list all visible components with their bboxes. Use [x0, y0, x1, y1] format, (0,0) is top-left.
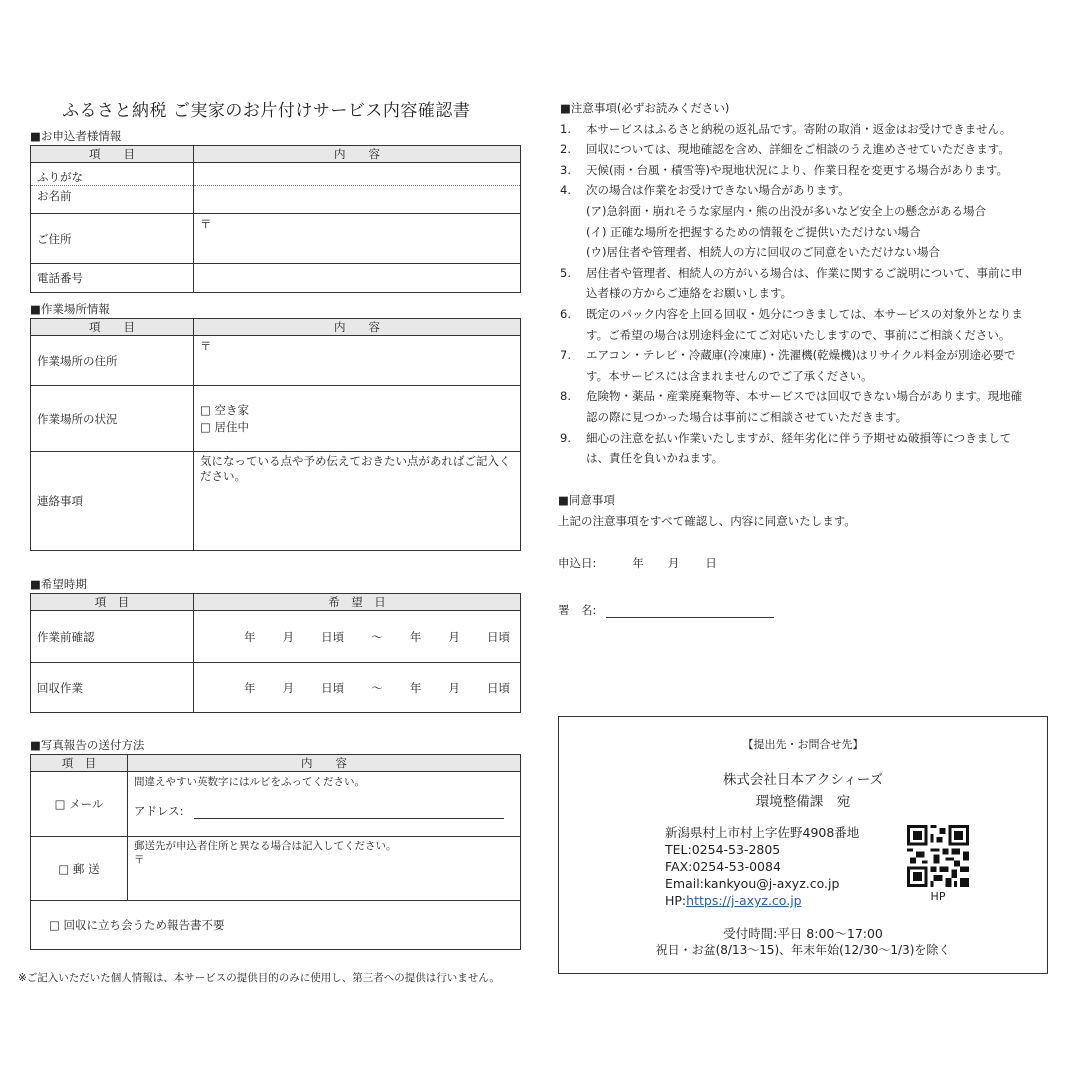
note-number: 7.	[560, 348, 571, 363]
date-year: 年	[244, 629, 256, 644]
worksite-heading: ■作業場所情報	[30, 302, 110, 316]
application-date[interactable]	[558, 555, 717, 571]
applicant-heading: ■お申込者様情報	[30, 129, 122, 143]
worksite-status-label: 作業場所の状況	[31, 386, 194, 452]
note-text: 居住者や管理者、相続人の方がいる場合は、作業に関するご説明について、事前に申	[586, 265, 1023, 280]
date-month: 月	[448, 680, 460, 695]
hp-label: HP:	[665, 893, 687, 908]
note-text: 認の際に見つかった場合は事前にご相談させていただきます。	[586, 409, 908, 424]
col-content-header: 内 容	[194, 319, 521, 336]
note-text: 天候(雨・台風・積雪等)や現地状況により、作業日程を変更する場合があります。	[586, 162, 1009, 177]
contact-notes-hint: 気になっている点や予め伝えておきたい点があればご記入ください。	[200, 454, 511, 483]
post-detail[interactable]	[128, 837, 521, 901]
note-number	[560, 325, 586, 346]
schedule-heading: ■希望時期	[30, 577, 87, 591]
note-line	[560, 448, 1060, 469]
note-line	[560, 283, 1060, 304]
signature-label: 署 名:	[558, 603, 597, 617]
note-text: す。本サービスには含まれませんのでご了承ください。	[586, 368, 873, 383]
name-input-cell[interactable]	[194, 163, 521, 214]
contact-heading: 【提出先・お問合せ先】	[742, 738, 864, 751]
note-line	[560, 180, 1060, 201]
email-detail	[128, 772, 521, 837]
note-number: 1.	[560, 121, 571, 136]
name-label-cell	[31, 163, 194, 214]
note-line	[560, 386, 1060, 407]
note-line	[560, 325, 1060, 346]
note-line	[560, 139, 1060, 160]
note-number: 2.	[560, 142, 571, 157]
note-text: 危険物・薬品・産業廃棄物等、本サービスでは回収できない場合があります。現地確	[586, 389, 1023, 404]
business-hours: 受付時間:平日 8:00～17:00	[723, 926, 883, 941]
note-line	[560, 222, 1060, 243]
col-item-header: 項 目	[31, 319, 194, 336]
worksite-status-options	[194, 386, 521, 452]
company-address: 新潟県村上市村上字佐野4908番地	[665, 825, 860, 840]
photo-heading: ■写真報告の送付方法	[30, 738, 145, 752]
pre-check-dates[interactable]	[194, 611, 521, 663]
col-content-header: 希 望 日	[194, 594, 521, 611]
col-content-header: 内 容	[128, 755, 521, 772]
company-name: 株式会社日本アクシィーズ	[722, 772, 884, 788]
email-address-input[interactable]	[194, 804, 504, 819]
address-label: ご住所	[31, 214, 194, 264]
pre-check-label: 作業前確認	[31, 611, 194, 663]
note-number	[560, 448, 586, 469]
note-text: 細心の注意を払い作業いたしますが、経年劣化に伴う予期せぬ破損等につきまして	[586, 430, 1012, 445]
qr-code-icon[interactable]	[907, 825, 969, 887]
note-number	[560, 283, 586, 304]
note-number	[560, 222, 586, 243]
note-text: す。ご希望の場合は別途料金にてご対応いたしますので、事前にご相談ください。	[586, 327, 1011, 342]
note-number: 4.	[560, 183, 571, 198]
note-line	[560, 160, 1060, 181]
holiday-exceptions: 祝日・お盆(8/13～15)、年末年始(12/30～1/3)を除く	[655, 943, 951, 957]
note-text: は、責任を負いかねます。	[586, 451, 724, 466]
date-day: 日頃	[321, 680, 345, 695]
note-line	[560, 304, 1060, 325]
note-text: 込者様の方からご連絡をお願いします。	[586, 286, 793, 301]
name-input[interactable]	[194, 186, 520, 206]
notes-section	[560, 98, 1060, 469]
col-item-header: 項 目	[31, 594, 194, 611]
date-day: 日	[705, 556, 717, 570]
furigana-input[interactable]	[194, 170, 520, 186]
worksite-table	[30, 318, 521, 551]
date-day: 日頃	[486, 680, 510, 695]
phone-number: TEL:0254-53-2805	[665, 842, 781, 857]
date-day: 日頃	[321, 629, 345, 644]
note-line	[560, 119, 1060, 140]
note-number: 3.	[560, 162, 571, 177]
qr-block	[907, 825, 969, 903]
note-number	[560, 242, 586, 263]
postal-mark: 〒	[134, 854, 145, 866]
notes-heading: ■注意事項(必ずお読みください)	[560, 101, 730, 115]
date-year: 年	[409, 629, 422, 644]
fax-number: FAX:0254-53-0084	[665, 859, 781, 874]
email-address: Email:kankyou@j-axyz.co.jp	[665, 876, 840, 891]
phone-label: 電話番号	[31, 264, 194, 293]
note-number	[560, 201, 586, 222]
email-option[interactable]: □ メール	[31, 772, 128, 837]
date-month: 月	[448, 629, 460, 644]
note-line	[560, 345, 1060, 366]
date-month: 月	[667, 556, 680, 570]
contact-box	[558, 716, 1048, 974]
note-number	[560, 407, 586, 428]
date-year: 年	[632, 556, 644, 570]
name-label: お名前	[37, 189, 72, 203]
post-option[interactable]: □ 郵 送	[31, 837, 128, 901]
note-number: 8.	[560, 389, 571, 404]
contact-notes-label: 連絡事項	[31, 452, 194, 551]
furigana-label: ふりがな	[31, 170, 193, 186]
note-line	[560, 366, 1060, 387]
worksite-address-input[interactable]	[194, 336, 521, 386]
collection-dates[interactable]	[194, 663, 521, 713]
note-line	[560, 263, 1060, 284]
date-year: 年	[409, 680, 422, 695]
schedule-table	[30, 593, 521, 713]
qr-caption: HP	[930, 890, 946, 903]
note-number: 9.	[560, 430, 571, 445]
note-text: エアコン・テレビ・冷蔵庫(冷凍庫)・洗濯機(乾燥機)はリサイクル料金が別途必要で	[586, 348, 1016, 363]
note-text: 既定のパック内容を上回る回収・処分につきましては、本サービスの対象外となりま	[586, 306, 1023, 321]
post-hint: 郵送先が申込者住所と異なる場合は記入してください。	[134, 840, 397, 852]
contact-details	[665, 824, 859, 909]
date-range-sep: ～	[371, 680, 383, 695]
collection-label: 回収作業	[31, 663, 194, 713]
address-input[interactable]	[194, 214, 521, 264]
date-range-sep: ～	[371, 629, 383, 644]
application-date-label: 申込日:	[558, 556, 597, 570]
note-text: (ウ)居住者や管理者、相続人の方に回収のご同意をいただけない場合	[586, 245, 940, 260]
date-year: 年	[244, 680, 256, 695]
notes-list	[560, 119, 1060, 469]
note-line	[560, 242, 1060, 263]
note-number	[560, 366, 586, 387]
department-name: 環境整備課 宛	[755, 794, 851, 810]
postal-mark: 〒	[200, 217, 212, 231]
note-line	[560, 201, 1060, 222]
consent-heading: ■同意事項	[558, 493, 615, 507]
col-content-header: 内 容	[194, 146, 521, 163]
email-address-label: アドレス:	[134, 804, 184, 818]
checkbox-occupied[interactable]: □ 居住中	[200, 419, 250, 434]
date-month: 月	[282, 680, 295, 695]
note-text: (イ) 正確な場所を把握するための情報をご提供いただけない場合	[586, 224, 921, 239]
date-day: 日頃	[486, 629, 510, 644]
signature-row	[558, 597, 774, 618]
homepage-link[interactable]: https://j-axyz.co.jp	[686, 893, 802, 908]
no-report-option[interactable]: □ 回収に立ち会うため報告書不要	[31, 901, 521, 950]
privacy-footnote: ※ご記入いただいた個人情報は、本サービスの提供目的のみに使用し、第三者への提供は行いません。	[18, 972, 500, 984]
note-number: 6.	[560, 306, 571, 321]
page-title: ふるさと納税 ご実家のお片付けサービス内容確認書	[62, 101, 471, 121]
email-hint: 間違えやすい英数字にはルビをふってください。	[134, 776, 365, 788]
note-text: (ア)急斜面・崩れそうな家屋内・熊の出没が多いなど安全上の懸念がある場合	[586, 203, 986, 218]
signature-input[interactable]	[606, 597, 774, 618]
worksite-address-label: 作業場所の住所	[31, 336, 194, 386]
note-text: 回収については、現地確認を含め、詳細をご相談のうえ進めさせていただきます。	[586, 142, 1010, 157]
col-item-header: 項 目	[31, 755, 128, 772]
date-month: 月	[282, 629, 295, 644]
note-line	[560, 407, 1060, 428]
postal-mark: 〒	[200, 339, 212, 353]
contact-notes-input[interactable]	[194, 452, 521, 551]
note-number: 5.	[560, 265, 571, 280]
col-item-header: 項 目	[31, 146, 194, 163]
note-text: 本サービスはふるさと納税の返礼品です。寄附の取消・返金はお受けできません。	[586, 121, 1012, 136]
phone-input[interactable]	[194, 264, 521, 293]
note-line	[560, 428, 1060, 449]
checkbox-vacant[interactable]: □ 空き家	[200, 402, 250, 417]
note-text: 次の場合は作業をお受けできない場合があります。	[586, 183, 850, 198]
consent-text: 上記の注意事項をすべて確認し、内容に同意いたします。	[558, 514, 856, 528]
photo-table	[30, 754, 521, 950]
applicant-table	[30, 145, 521, 293]
